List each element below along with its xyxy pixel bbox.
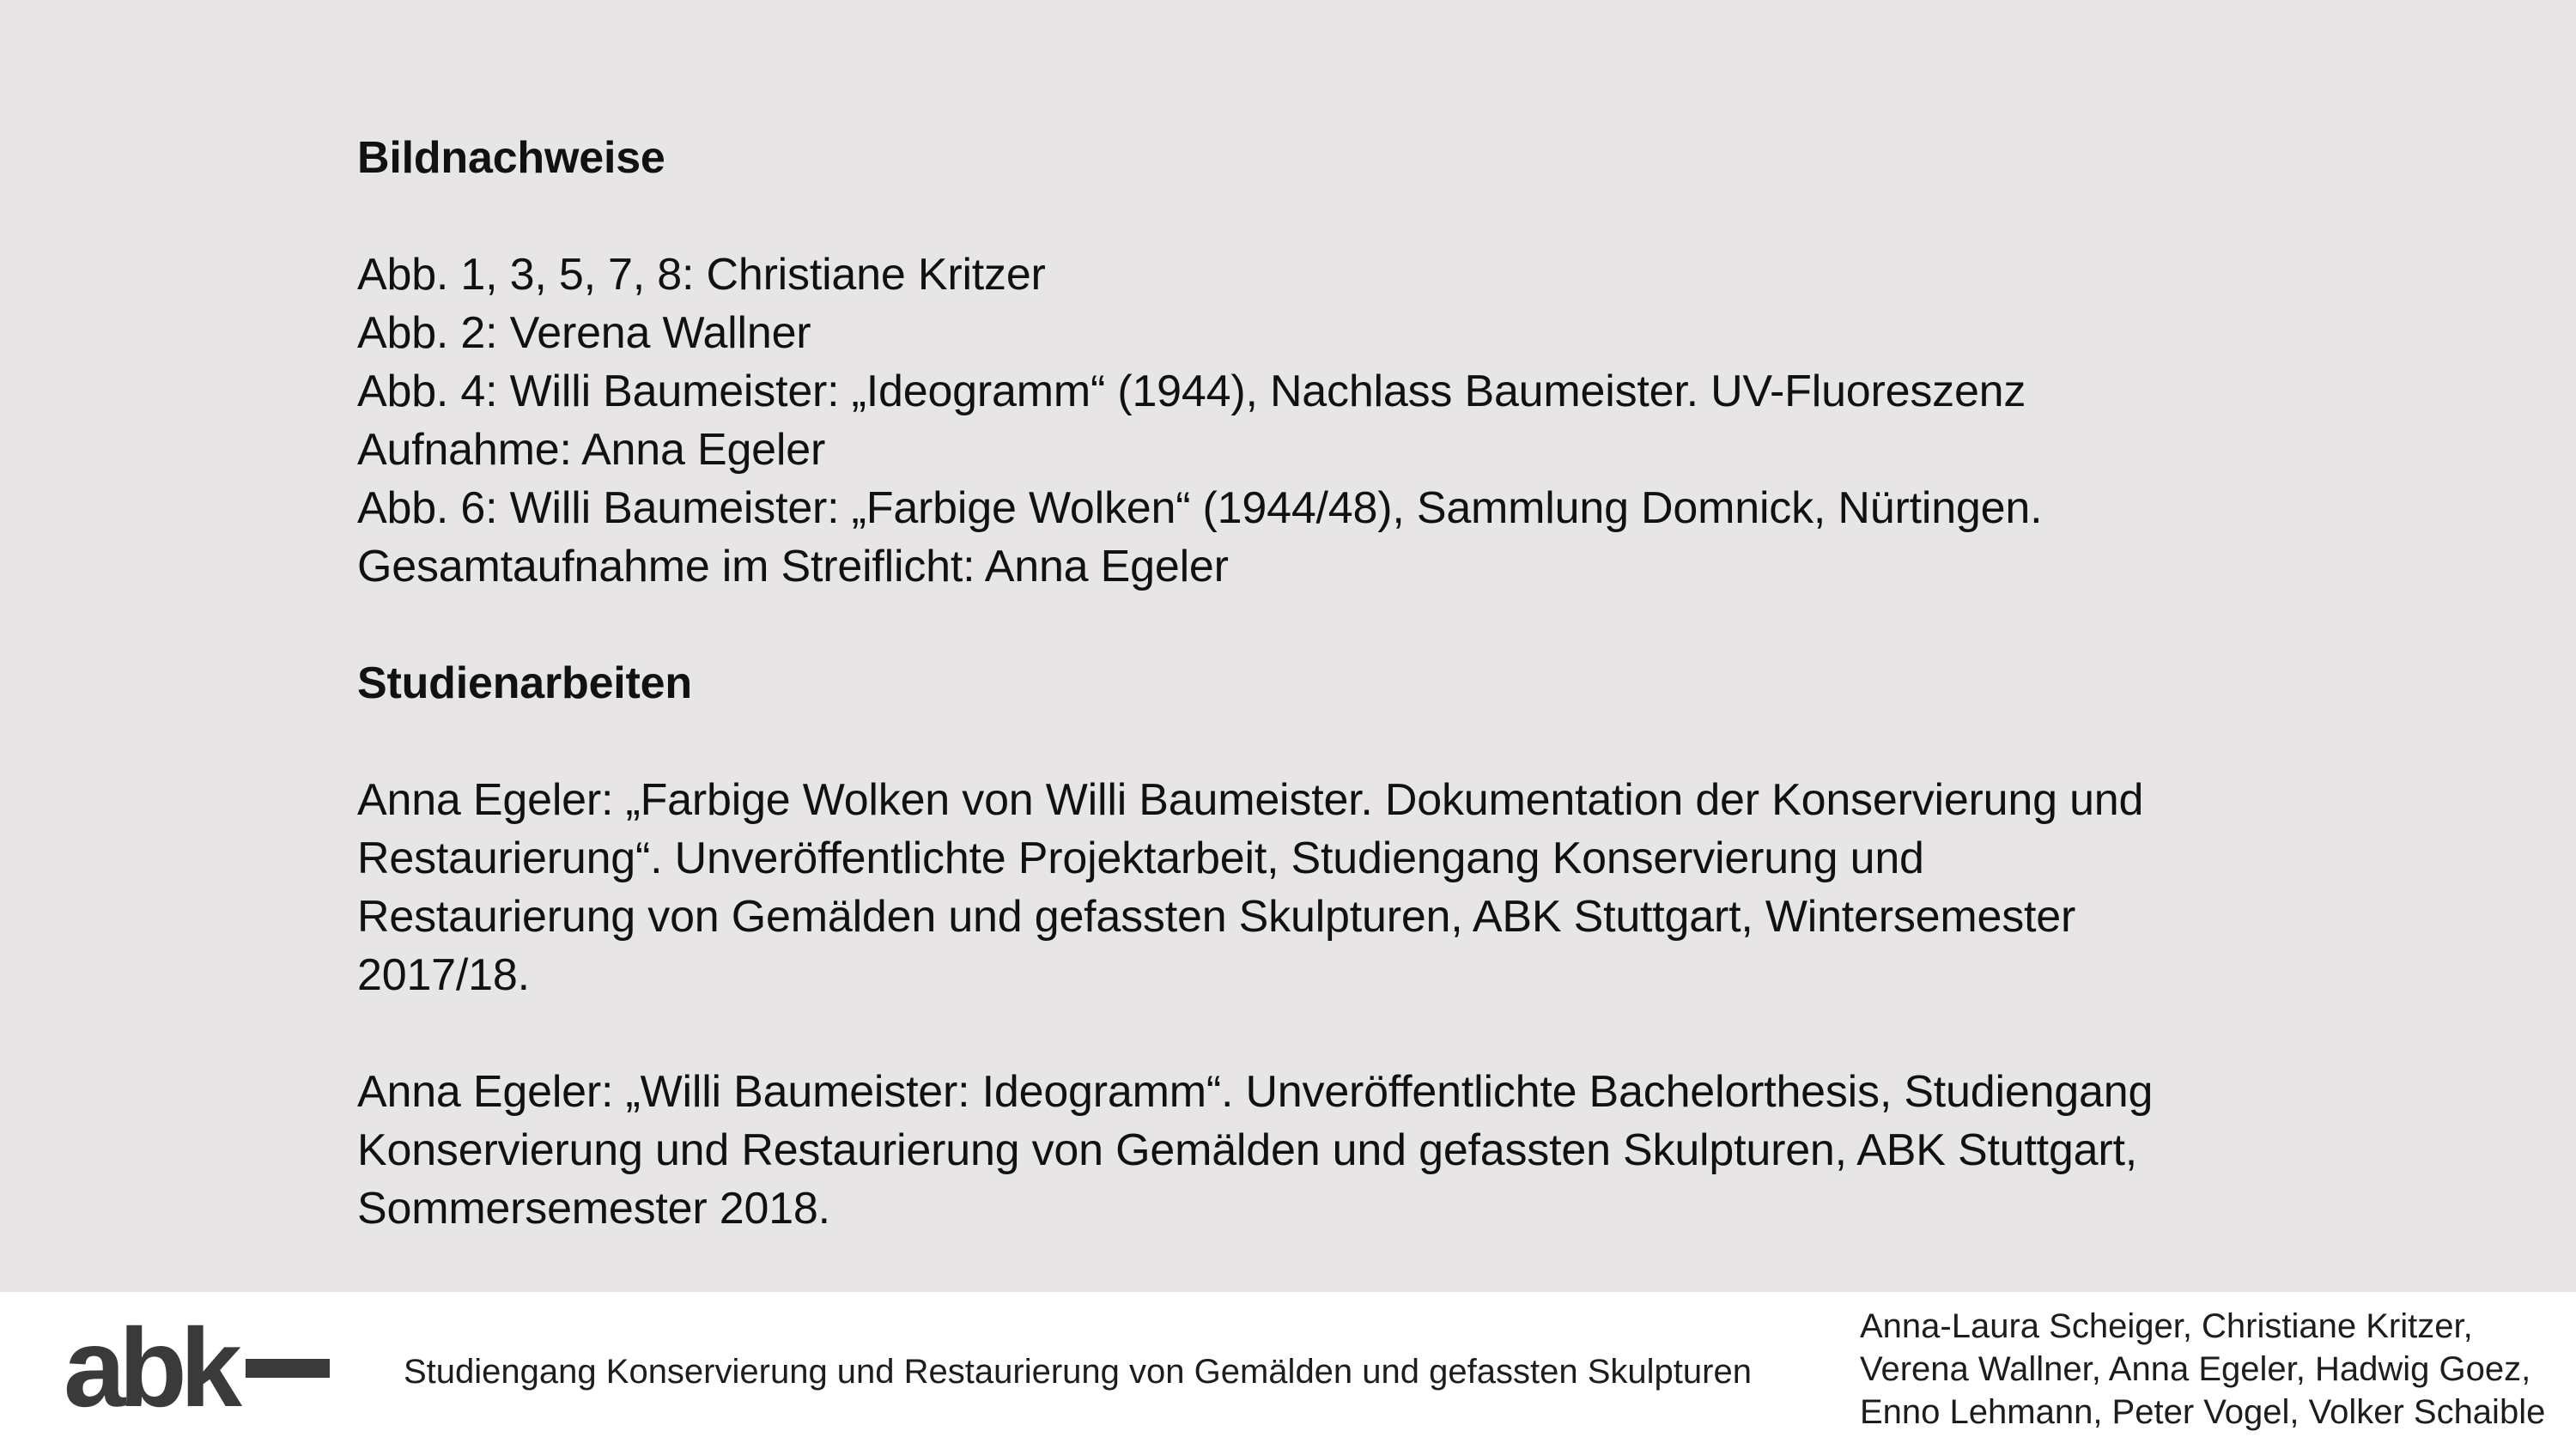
bildnachweise-line: Gesamtaufnahme im Streiflicht: Anna Egeler <box>357 542 1229 591</box>
author-line: Enno Lehmann, Peter Vogel, Volker Schaible <box>1860 1393 2546 1431</box>
studienarbeiten-heading: Studienarbeiten <box>357 658 692 708</box>
studienarbeit-line: Restaurierung“. Unveröffentlichte Projektarbeit, Studiengang Konservierung und <box>357 834 1924 883</box>
bildnachweise-line: Aufnahme: Anna Egeler <box>357 425 826 475</box>
studienarbeit-line: 2017/18. <box>357 950 530 1000</box>
studienarbeit-line: Anna Egeler: „Willi Baumeister: Ideogramm“. Unveröffentlichte Bachelorthesis, Studiengang <box>357 1067 2154 1117</box>
studienarbeit-line: Konservierung und Restaurierung von Gemälden und gefassten Skulpturen, ABK Stuttgart, <box>357 1125 2137 1175</box>
slide-content <box>357 129 2435 1238</box>
author-line: Anna-Laura Scheiger, Christiane Kritzer, <box>1860 1307 2473 1345</box>
bildnachweise-heading: Bildnachweise <box>357 133 665 183</box>
studienarbeit-entry-1 <box>357 771 2435 1004</box>
bildnachweise-line: Abb. 4: Willi Baumeister: „Ideogramm“ (1944), Nachlass Baumeister. UV-Fluoreszenz <box>357 367 2026 416</box>
bildnachweise-line: Abb. 1, 3, 5, 7, 8: Christiane Kritzer <box>357 250 1046 300</box>
abk-logo-text: abk <box>64 1305 236 1430</box>
bildnachweise-list <box>357 246 2435 596</box>
studienarbeit-line: Sommersemester 2018. <box>357 1184 830 1234</box>
bildnachweise-line: Abb. 6: Willi Baumeister: „Farbige Wolken“ (1944/48), Sammlung Domnick, Nürtingen. <box>357 483 2043 533</box>
abk-logo-dash <box>246 1359 330 1378</box>
author-list <box>1860 1305 2545 1434</box>
studienarbeit-line: Restaurierung von Gemälden und gefassten Skulpturen, ABK Stuttgart, Wintersemester <box>357 892 2076 942</box>
studienarbeit-line: Anna Egeler: „Farbige Wolken von Willi Baumeister. Dokumentation der Konservierung und <box>357 775 2144 825</box>
studienarbeit-entry-2 <box>357 1063 2435 1238</box>
bildnachweise-line: Abb. 2: Verena Wallner <box>357 308 811 358</box>
abk-logo <box>64 1305 330 1430</box>
author-line: Verena Wallner, Anna Egeler, Hadwig Goez, <box>1860 1350 2531 1388</box>
program-title: Studiengang Konservierung und Restaurierung von Gemälden und gefassten Skulpturen <box>404 1353 1752 1391</box>
